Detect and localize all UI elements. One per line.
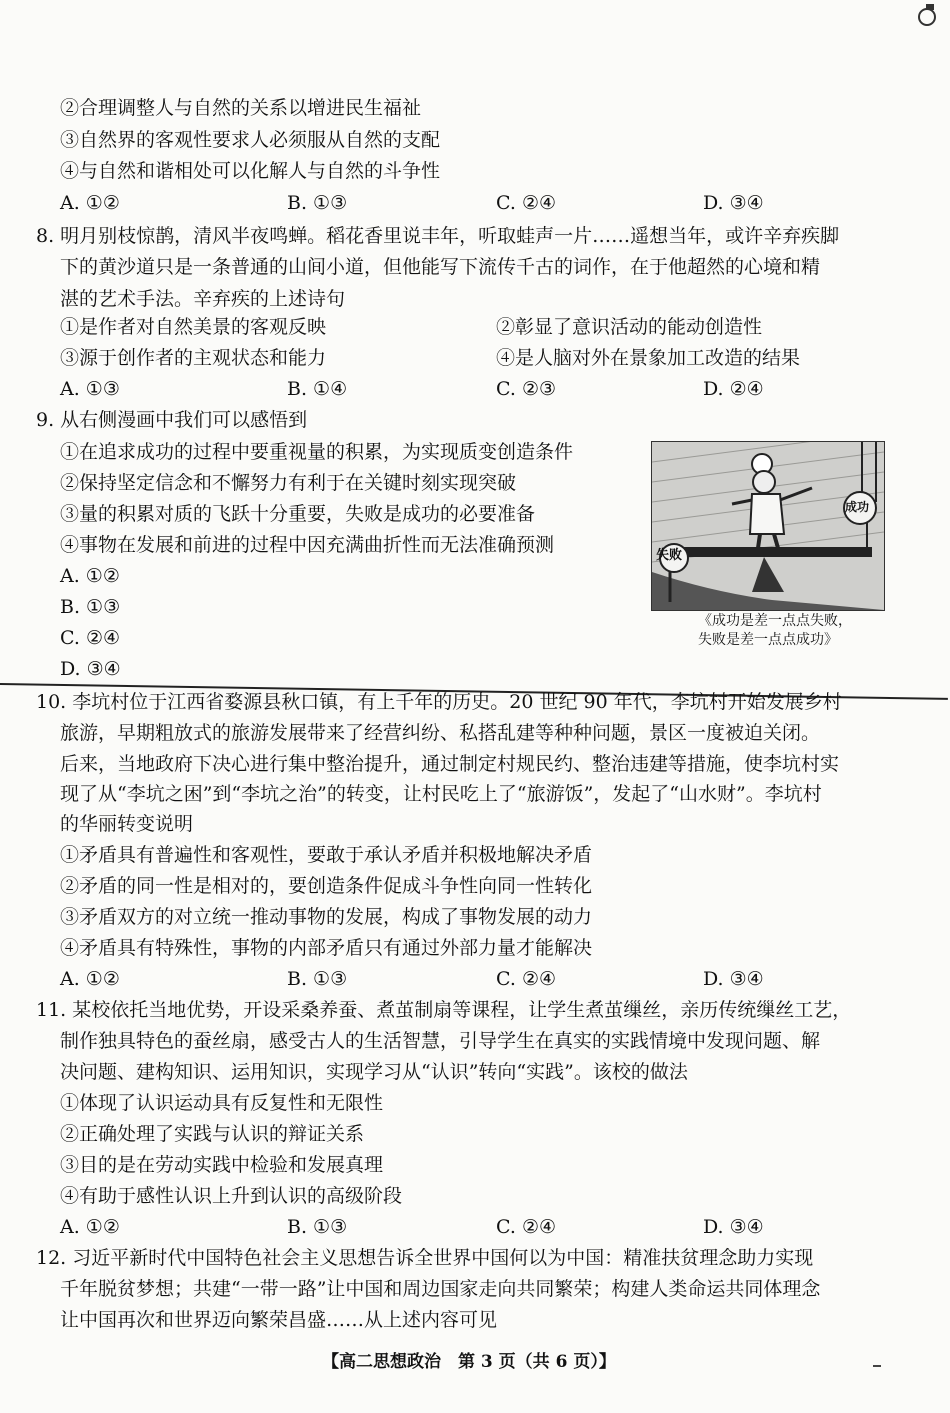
q10-item-2: ②矛盾的同一性是相对的，要创造条件促成斗争性向同一性转化: [60, 875, 593, 897]
footer-dash-mark: [873, 1365, 881, 1367]
q12-stem-line-2: 千年脱贫梦想；共建“一带一路”让中国和周边国家走向共同繁荣；构建人类命运共同体理念: [60, 1278, 821, 1300]
q11-choice-a[interactable]: A. ①②: [60, 1216, 120, 1238]
q10-item-3: ③矛盾双方的对立统一推动事物的发展，构成了事物发展的动力: [60, 906, 593, 928]
q9-item-1: ①在追求成功的过程中要重视量的积累，为实现质变创造条件: [60, 441, 574, 463]
q11-item-4: ④有助于感性认识上升到认识的高级阶段: [60, 1185, 403, 1207]
q11-stem-line-3: 决问题、建构知识、运用知识，实现学习从“认识”转向“实践”。该校的做法: [60, 1061, 688, 1083]
q10-choice-a[interactable]: A. ①②: [60, 968, 120, 990]
q10-choice-c[interactable]: C. ②④: [496, 968, 557, 990]
q8-item-3: ③源于创作者的主观状态和能力: [60, 347, 327, 369]
q9-item-4: ④事物在发展和前进的过程中因充满曲折性而无法准确预测: [60, 534, 555, 556]
q8-stem-line-2: 下的黄沙道只是一条普通的山间小道，但他能写下流传千古的词作，在于他超然的心境和精: [60, 256, 821, 278]
comic-caption-line-1: 《成功是差一点点失败，: [698, 613, 852, 629]
page-footer: 【高二思想政治 第 3 页（共 6 页）】: [322, 1352, 616, 1372]
q8-stem-line-1: 8. 明月别枝惊鹊，清风半夜鸣蝉。稻花香里说丰年，听取蛙声一片……遥想当年，或许辛弃疾脚: [36, 225, 840, 247]
q9-choice-d[interactable]: D. ③④: [60, 658, 121, 680]
corner-mark: [918, 8, 936, 26]
q10-stem-line-2: 旅游，早期粗放式的旅游发展带来了经营纠纷、私搭乱建等种种问题，景区一度被迫关闭。: [60, 722, 821, 744]
q11-choice-d[interactable]: D. ③④: [703, 1216, 764, 1238]
q8-choice-c[interactable]: C. ②③: [496, 378, 557, 400]
q10-stem-line-1: 10. 李坑村位于江西省婺源县秋口镇，有上千年的历史。20 世纪 90 年代，李坑村开始发展乡村: [36, 691, 842, 713]
q7-choice-d[interactable]: D. ③④: [703, 192, 764, 214]
q8-stem-line-3: 湛的艺术手法。辛弃疾的上述诗句: [60, 288, 346, 310]
q7-item-3: ③自然界的客观性要求人必须服从自然的支配: [60, 129, 441, 151]
q9-choice-b[interactable]: B. ①③: [60, 596, 121, 618]
q11-stem-line-2: 制作独具特色的蚕丝扇，感受古人的生活智慧，引导学生在真实的实践情境中发现问题、解: [60, 1030, 821, 1052]
q11-item-1: ①体现了认识运动具有反复性和无限性: [60, 1092, 384, 1114]
q11-choice-b[interactable]: B. ①③: [287, 1216, 348, 1238]
q8-choice-b[interactable]: B. ①④: [287, 378, 348, 400]
comic-failure-label: 失败: [656, 548, 683, 563]
q10-item-1: ①矛盾具有普遍性和客观性，要敢于承认矛盾并积极地解决矛盾: [60, 844, 593, 866]
comic-seesaw: [672, 547, 872, 557]
q7-choice-c[interactable]: C. ②④: [496, 192, 557, 214]
q7-item-2: ②合理调整人与自然的关系以增进民生福祉: [60, 97, 422, 119]
q12-stem-line-1: 12. 习近平新时代中国特色社会主义思想告诉全世界中国何以为中国：精准扶贫理念助力实现: [36, 1247, 814, 1269]
comic-image: [651, 441, 885, 611]
q7-choice-a[interactable]: A. ①②: [60, 192, 120, 214]
q10-choice-d[interactable]: D. ③④: [703, 968, 764, 990]
q10-stem-line-3: 后来，当地政府下决心进行集中整治提升，通过制定村规民约、整治违建等措施，使李坑村实: [60, 753, 840, 775]
q11-stem-line-1: 11. 某校依托当地优势，开设采桑养蚕、煮茧制扇等课程，让学生煮茧缫丝，亲历传统缫丝工艺，: [36, 999, 852, 1021]
q10-choice-b[interactable]: B. ①③: [287, 968, 348, 990]
q10-stem-line-4: 现了从“李坑之困”到“李坑之治”的转变，让村民吃上了“旅游饭”，发起了“山水财”。李坑村: [60, 783, 822, 805]
q12-stem-line-3: 让中国再次和世界迈向繁荣昌盛……从上述内容可见: [60, 1309, 498, 1331]
q8-choice-a[interactable]: A. ①③: [60, 378, 120, 400]
q11-choice-c[interactable]: C. ②④: [496, 1216, 557, 1238]
q9-choice-c[interactable]: C. ②④: [60, 627, 121, 649]
q7-item-4: ④与自然和谐相处可以化解人与自然的斗争性: [60, 160, 441, 182]
comic-success-label: 成功: [845, 500, 870, 514]
q8-item-4: ④是人脑对外在景象加工改造的结果: [496, 347, 801, 369]
q9-choice-a[interactable]: A. ①②: [60, 565, 120, 587]
q11-item-2: ②正确处理了实践与认识的辩证关系: [60, 1123, 365, 1145]
comic-body: [750, 494, 784, 534]
q9-item-2: ②保持坚定信念和不懈努力有利于在关键时刻实现突破: [60, 472, 517, 494]
q7-choice-b[interactable]: B. ①③: [287, 192, 348, 214]
q8-item-1: ①是作者对自然美景的客观反映: [60, 316, 327, 338]
q10-item-4: ④矛盾具有特殊性，事物的内部矛盾只有通过外部力量才能解决: [60, 937, 593, 959]
q10-stem-line-5: 的华丽转变说明: [60, 813, 194, 835]
corner-mark-dot: [926, 4, 934, 10]
q9-stem: 9. 从右侧漫画中我们可以感悟到: [36, 409, 308, 431]
q11-item-3: ③目的是在劳动实践中检验和发展真理: [60, 1154, 384, 1176]
comic-drawing: [652, 442, 884, 610]
q9-item-3: ③量的积累对质的飞跃十分重要，失败是成功的必要准备: [60, 503, 536, 525]
q8-item-2: ②彰显了意识活动的能动创造性: [496, 316, 763, 338]
q8-choice-d[interactable]: D. ②④: [703, 378, 764, 400]
comic-caption-line-2: 失败是差一点点成功》: [698, 632, 838, 648]
comic-head: [753, 471, 775, 493]
